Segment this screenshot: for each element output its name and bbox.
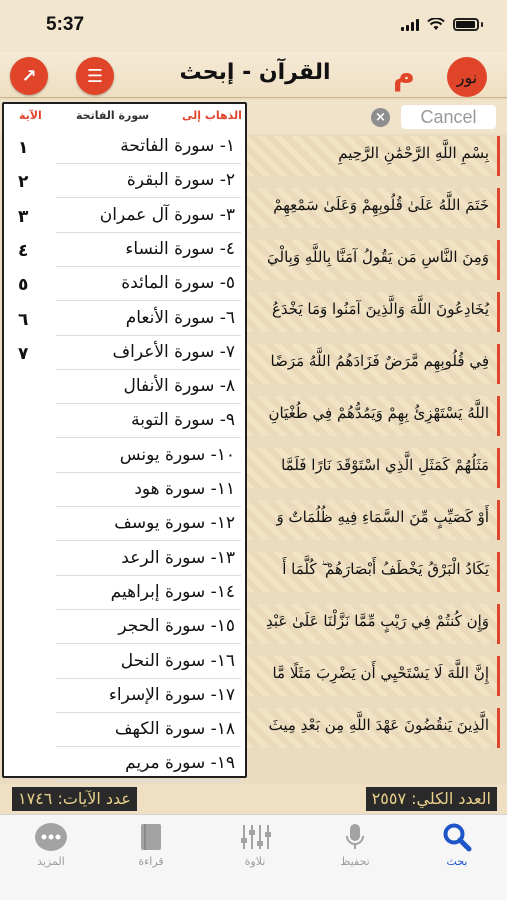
- tab-memorize-label: تحفيظ: [340, 855, 370, 868]
- list-icon: ☰: [86, 65, 104, 87]
- surah-row[interactable]: [4, 473, 245, 507]
- surah-name: ١٠- سورة يونس: [119, 444, 235, 465]
- menu-button[interactable]: [76, 57, 114, 95]
- verse-row[interactable]: وَإِن كُنتُمْ فِي رَيْبٍ مِّمَّا نَزَّلْنَا عَلَىٰ عَبْدِ: [8, 604, 500, 644]
- surah-row[interactable]: [4, 130, 245, 164]
- verse-row[interactable]: اللَّهُ يَسْتَهْزِئُ بِهِمْ وَيَمُدُّهُمْ فِي طُغْيَانِ: [8, 396, 500, 436]
- surah-row[interactable]: [4, 233, 245, 267]
- wifi-icon: [427, 18, 445, 31]
- surah-name: ١٧- سورة الإسراء: [108, 684, 235, 705]
- app-logo-icon[interactable]: نور: [447, 57, 487, 97]
- verse-row[interactable]: يَكَادُ الْبَرْقُ يَخْطَفُ أَبْصَارَهُمْ ۖ كُلَّمَا أَ: [8, 552, 500, 592]
- surah-name: ١- سورة الفاتحة: [120, 136, 235, 156]
- nav-bar: [0, 52, 507, 98]
- book-icon: [139, 822, 163, 852]
- verse-row[interactable]: فِي قُلُوبِهِم مَّرَضٌ فَزَادَهُمُ اللَّهُ مَرَضًا: [8, 344, 500, 384]
- surah-row[interactable]: [4, 542, 245, 576]
- surah-name: ١١- سورة هود: [134, 479, 235, 499]
- tab-more-label: المزيد: [37, 855, 65, 868]
- surah-row[interactable]: [4, 679, 245, 713]
- surah-row[interactable]: [4, 267, 245, 301]
- surah-name: ٦- سورة الأنعام: [125, 307, 235, 328]
- clear-search-icon[interactable]: ×: [371, 108, 390, 127]
- surah-dropdown[interactable]: [2, 102, 247, 778]
- ayah-number: ٣: [18, 206, 29, 227]
- header-surah: سورة الفاتحة: [76, 109, 150, 122]
- ayah-number: ٥: [18, 275, 29, 296]
- surah-name: ٤- سورة النساء: [125, 238, 235, 259]
- status-icons: [401, 18, 483, 31]
- tab-read[interactable]: [116, 821, 186, 868]
- page-title: القرآن - إبحث: [179, 60, 331, 85]
- tab-recite[interactable]: [220, 821, 290, 868]
- surah-name: ١٣- سورة الرعد: [121, 547, 235, 568]
- tab-search[interactable]: [422, 821, 492, 868]
- surah-name: ١٩- سورة مريم: [125, 753, 235, 774]
- status-bar: [0, 0, 507, 52]
- surah-row[interactable]: [4, 507, 245, 541]
- surah-name: ٧- سورة الأعراف: [112, 341, 235, 362]
- surah-row[interactable]: [4, 370, 245, 404]
- search-icon: [442, 822, 472, 852]
- surah-name: ٢- سورة البقرة: [126, 170, 235, 191]
- memorize-icon[interactable]: م: [393, 57, 415, 92]
- surah-name: ٩- سورة التوبة: [131, 410, 235, 431]
- signal-icon: [401, 19, 419, 31]
- surah-row[interactable]: [4, 404, 245, 438]
- battery-icon: [453, 18, 479, 31]
- row-divider: [56, 780, 241, 781]
- surah-row[interactable]: [4, 747, 245, 781]
- verse-row[interactable]: وَمِنَ النَّاسِ مَن يَقُولُ آمَنَّا بِاللَّهِ وَبِالْيَ: [8, 240, 500, 280]
- ayah-number: ١: [18, 138, 29, 158]
- total-count: العدد الكلي: ٢٥٥٧: [366, 787, 497, 811]
- surah-row[interactable]: [4, 610, 245, 644]
- tab-bar: [0, 814, 507, 900]
- header-ayah: الآية: [19, 109, 42, 122]
- surah-row[interactable]: [4, 439, 245, 473]
- dropdown-header: [4, 104, 245, 130]
- surah-row[interactable]: [4, 645, 245, 679]
- surah-row[interactable]: [4, 336, 245, 370]
- surah-name: ١٢- سورة يوسف: [114, 513, 235, 534]
- verse-row[interactable]: خَتَمَ اللَّهُ عَلَىٰ قُلُوبِهِمْ وَعَلَىٰ سَمْعِهِمْ: [8, 188, 500, 228]
- totals-bar: [0, 784, 507, 814]
- more-icon: [34, 822, 68, 852]
- surah-name: ١٤- سورة إبراهيم: [110, 581, 235, 602]
- share-button[interactable]: [10, 57, 48, 95]
- tab-read-label: قراءة: [138, 855, 164, 868]
- tab-memorize[interactable]: [320, 821, 390, 868]
- status-time: 5:37: [46, 14, 85, 35]
- surah-name: ١٥- سورة الحجر: [118, 616, 235, 637]
- surah-name: ٥- سورة المائدة: [121, 273, 235, 294]
- surah-name: ١٨- سورة الكهف: [114, 719, 235, 740]
- surah-row[interactable]: [4, 164, 245, 198]
- cancel-button[interactable]: Cancel: [401, 105, 496, 129]
- surah-name: ٣- سورة آل عمران: [99, 204, 235, 225]
- surah-name: ٨- سورة الأنفال: [123, 376, 235, 397]
- equalizer-icon: [238, 822, 272, 852]
- surah-row[interactable]: [4, 302, 245, 336]
- header-goto: الذهاب إلى: [182, 109, 242, 122]
- verse-row[interactable]: الَّذِينَ يَنقُضُونَ عَهْدَ اللَّهِ مِن بَعْدِ مِيثَ: [8, 708, 500, 748]
- microphone-icon: [344, 822, 366, 852]
- verse-row[interactable]: أَوْ كَصَيِّبٍ مِّنَ السَّمَاءِ فِيهِ ظُلُمَاتٌ وَ: [8, 500, 500, 540]
- verse-row[interactable]: إِنَّ اللَّهَ لَا يَسْتَحْيِي أَن يَضْرِبَ مَثَلًا مَّا: [8, 656, 500, 696]
- ayah-number: ٦: [18, 309, 29, 330]
- verse-row[interactable]: مَثَلُهُمْ كَمَثَلِ الَّذِي اسْتَوْقَدَ نَارًا فَلَمَّا: [8, 448, 500, 488]
- tab-more[interactable]: [16, 821, 86, 868]
- verse-row[interactable]: يُخَادِعُونَ اللَّهَ وَالَّذِينَ آمَنُوا وَمَا يَخْدَعُ: [8, 292, 500, 332]
- tab-search-label: بحث: [446, 855, 468, 868]
- surah-row[interactable]: [4, 576, 245, 610]
- surah-row[interactable]: [4, 199, 245, 233]
- battery-tip: [481, 22, 483, 27]
- ayah-number: ٧: [18, 343, 29, 364]
- tab-recite-label: تلاوة: [244, 855, 266, 868]
- ayat-count: عدد الآيات: ١٧٤٦: [12, 787, 137, 811]
- arrow-up-right-icon: ↗: [21, 65, 37, 87]
- ayah-number: ٢: [18, 172, 29, 193]
- ayah-number: ٤: [18, 240, 29, 261]
- verse-row[interactable]: بِسْمِ اللَّهِ الرَّحْمَٰنِ الرَّحِيمِ: [8, 136, 500, 176]
- surah-name: ١٦- سورة النحل: [120, 650, 235, 671]
- surah-row[interactable]: [4, 713, 245, 747]
